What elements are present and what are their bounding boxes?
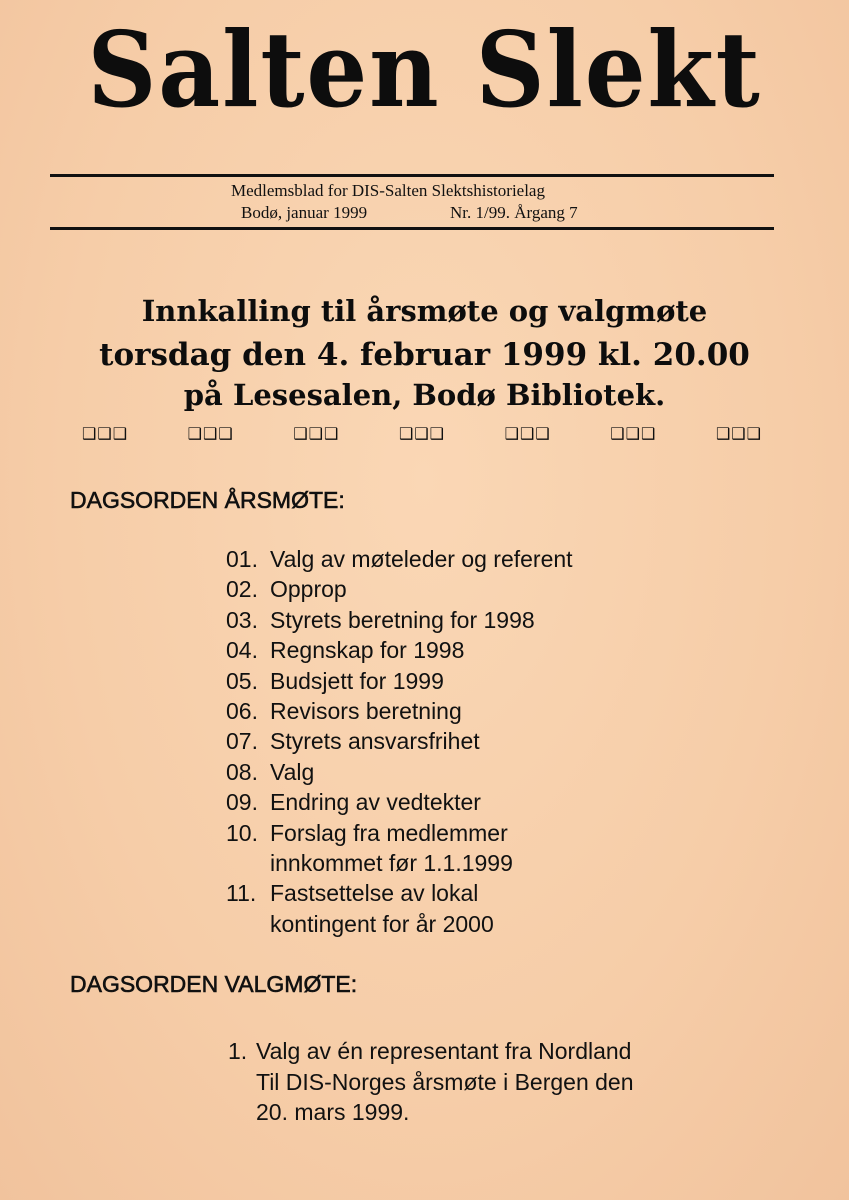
ornament-icon: ❑❑❑	[187, 424, 234, 443]
ornament-icon: ❑❑❑	[398, 424, 445, 443]
agenda-item-text: Valg	[270, 758, 315, 785]
agenda-item-text: Opprop	[270, 576, 347, 603]
agenda-item-text: Valg av én representant fra Nordland Til DIS-Norges årsmøte i Bergen den 20. mars 1999.	[256, 1038, 634, 1125]
agenda-item	[226, 726, 573, 756]
masthead-subtitle: Medlemsblad for DIS-Salten Slektshistorielag	[231, 181, 545, 200]
ornament-row	[82, 424, 762, 443]
agenda-item	[226, 544, 573, 574]
masthead-city-date: Bodø, januar 1999	[241, 203, 368, 222]
agenda-item	[226, 605, 573, 635]
invitation-line-3: på Lesesalen, Bodø Bibliotek.	[183, 378, 666, 412]
ornament-icon: ❑❑❑	[82, 424, 129, 443]
agenda-item	[226, 696, 573, 726]
agenda-item-text: Styrets ansvarsfrihet	[270, 728, 480, 755]
agenda-item-number: 01.	[226, 546, 258, 572]
agenda-item-text: Fastsettelse av lokal kontingent for år 2000	[270, 880, 494, 937]
masthead-rule-bottom	[50, 227, 774, 230]
agenda-item-number: 04.	[226, 637, 258, 664]
agenda-item-text: Endring av vedtekter	[270, 789, 481, 816]
masthead-issue: Nr. 1/99. Årgang 7	[450, 203, 578, 222]
agenda-item-number: 09.	[226, 789, 258, 816]
agenda-item-number: 10.	[226, 819, 258, 846]
agenda-item-text: Valg av møteleder og referent	[270, 546, 573, 572]
agenda-item	[226, 574, 573, 604]
agenda-item-number: 05.	[226, 667, 258, 694]
agenda-item-text: Styrets beretning for 1998	[270, 606, 535, 633]
agenda-item-number: 02.	[226, 576, 258, 603]
agenda-item-number: 11.	[226, 880, 257, 907]
agenda-valgmote-heading: DAGSORDEN VALGMØTE:	[70, 971, 358, 997]
agenda-item	[226, 878, 573, 939]
masthead-rule-top	[50, 174, 774, 177]
ornament-icon: ❑❑❑	[293, 424, 340, 443]
agenda-item-number: 07.	[226, 728, 258, 755]
agenda-item-text: Forslag fra medlemmer innkommet før 1.1.1999	[270, 819, 513, 877]
ornament-icon: ❑❑❑	[610, 424, 657, 443]
agenda-item-text: Revisors beretning	[270, 698, 462, 725]
agenda-item-text: Budsjett for 1999	[270, 667, 444, 694]
invitation-line-1: Innkalling til årsmøte og valgmøte	[141, 294, 708, 328]
invitation-line-2: torsdag den 4. februar 1999 kl. 20.00	[99, 337, 750, 373]
agenda-item-number: 06.	[226, 698, 258, 725]
agenda-valgmote-item	[228, 1036, 634, 1128]
ornament-icon: ❑❑❑	[715, 424, 762, 443]
agenda-item	[226, 818, 573, 879]
masthead-title: Salten Slekt	[87, 8, 762, 131]
agenda-arsmote-list	[226, 544, 573, 939]
agenda-item-number: 1.	[228, 1038, 248, 1064]
ornament-icon: ❑❑❑	[504, 424, 551, 443]
agenda-item	[226, 635, 573, 665]
agenda-item-number: 03.	[226, 606, 258, 633]
agenda-item	[226, 757, 573, 787]
agenda-item-number: 08.	[226, 758, 258, 785]
agenda-item	[226, 666, 573, 696]
agenda-arsmote-heading: DAGSORDEN ÅRSMØTE:	[70, 487, 345, 513]
agenda-item-text: Regnskap for 1998	[270, 637, 465, 664]
agenda-item	[226, 787, 573, 817]
